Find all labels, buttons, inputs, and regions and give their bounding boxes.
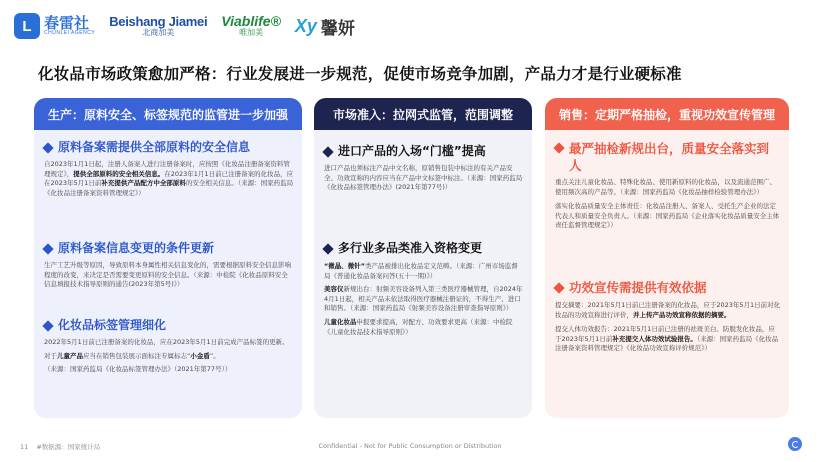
- text-run: 提交人体功效报告：2021年5月1日前已注册的祛斑美白、防脱发化妆品，应于2023年5月1日前: [555, 325, 775, 343]
- text-run: 在2023年1月1日前已注册备案的化妆品，应在2023年5月1日前: [44, 169, 294, 188]
- diamond-bullet-icon: [42, 243, 53, 254]
- bold-text-run: 补充提供产品配方中全部原料: [101, 179, 186, 188]
- section-sampling-rules: [555, 140, 781, 231]
- section-title: 原料备案需提供全部原料的安全信息: [44, 140, 294, 155]
- logo-beishang: [109, 15, 207, 37]
- chunlei-badge-icon: L: [14, 13, 40, 39]
- section-paragraph: [324, 164, 524, 193]
- diamond-bullet-icon: [553, 142, 564, 153]
- diamond-bullet-icon: [322, 243, 333, 254]
- bold-text-run: 提供全部原料的安全相关信息。: [73, 169, 165, 178]
- section-paragraph: [324, 262, 524, 281]
- beishang-en: Beishang Jiamei: [109, 13, 208, 29]
- section-paragraph: [44, 160, 294, 198]
- section-title: 进口产品的入场“门槛”提高: [324, 144, 524, 159]
- section-paragraph: [324, 318, 524, 337]
- bold-text-run: 儿童化妆品: [324, 317, 357, 326]
- text-run: 提交摘要：2021年5月1日前已注册备案的化妆品，应于2023年5月1日前对化妆品的功效宣称进行评价，: [555, 301, 781, 319]
- diamond-bullet-icon: [322, 146, 333, 157]
- section-access-change: [324, 241, 524, 337]
- viablife-cn: 唯加美: [239, 28, 264, 38]
- column-header: 生产：原料安全、标签规范的监管进一步加强: [34, 98, 302, 130]
- section-title: 最严抽检新规出台，质量安全落实到人: [555, 140, 781, 174]
- column-production: [34, 98, 302, 418]
- text-run: 申报要求提高，对配方、功效要求更高（来源：中检院《儿童化妆品技术指导原则》）: [324, 317, 513, 336]
- chunlei-name: 春雷社: [44, 13, 90, 32]
- section-paragraph: [555, 178, 781, 197]
- xinyan-cn: 馨妍: [320, 18, 355, 39]
- section-paragraph: [44, 365, 294, 375]
- confidential-notice: Confidential - Not for Public Consumption or Distribution: [318, 442, 502, 450]
- column-sales: [545, 98, 789, 418]
- text-run: 新规出台：射频美容设备列入第三类医疗器械管理，自2024年4月1日起，相关产品未依法取得医疗器械注册证的，不得生产、进口和销售。（来源：国家药监局《射频美容设备注册审查指导原则》）: [324, 285, 523, 313]
- bold-text-run: 儿童产品: [57, 351, 83, 360]
- text-run: 生产工艺升级等原因，导致原料本身属性相关信息变化的，需要根据原料安全信息影响程度的改变，来决定是否需要变更原料的安全信息。（来源：中检院《化妆品原料安全信息填报技术指导原则的通告(2023年第5号)》）: [44, 261, 291, 289]
- text-run: 自2023年1月1日起，注册人备案人进行注册备案时，应按照《化妆品注册备案资料管理规定》，: [44, 160, 290, 178]
- section-paragraph: [44, 338, 294, 348]
- text-run: ”。: [209, 351, 220, 360]
- bold-text-run: 小金盾: [190, 351, 210, 360]
- column-header: 销售：定期严格抽检，重视功效宣传管理: [545, 98, 789, 130]
- logo-xinyan: [295, 14, 355, 39]
- header-logos: [14, 8, 355, 44]
- diamond-bullet-icon: [553, 282, 564, 293]
- text-run: 应当在销售包装展示面标注专属标志“: [83, 351, 191, 360]
- diamond-bullet-icon: [42, 320, 53, 331]
- chunlei-sub: CHUNLEI AGENCY: [44, 29, 96, 36]
- section-title: 化妆品标签管理细化: [44, 318, 294, 333]
- diamond-bullet-icon: [42, 142, 53, 153]
- beishang-cn: 北商加美: [142, 27, 175, 37]
- text-run: （来源：国家药监局《化妆品注册备案资料管理规定》《化妆品功效宣称评价规范》）: [555, 334, 779, 353]
- text-run: 2022年5月1日前已注册备案的化妆品，应在2023年5月1日前完成产品标签的更新。: [44, 338, 289, 346]
- text-run: 类产品被排出化妆品定义范畴。（来源：广州市场监督局《普通化妆品备案问答(五十一期)》）: [324, 262, 518, 280]
- bold-text-run: 补充提交人体功效试验报告。: [612, 334, 697, 343]
- bold-text-run: “微晶、微针”: [324, 262, 366, 270]
- bold-text-run: 并上传产品功效宣称依据的摘要。: [633, 310, 731, 319]
- section-paragraph: [324, 285, 524, 314]
- section-title: 原料备案信息变更的条件更新: [44, 241, 294, 256]
- text-run: 的安全相关信息。（来源：国家药监局《化妆品注册备案资料管理规定》）: [44, 179, 294, 197]
- section-efficacy-claims: [555, 280, 781, 354]
- text-run: 落实化妆品质量安全主体责任：化妆品注册人、备案人、受托生产企业的法定代表人和质量安全负责人。（来源：国家药监局《企业落实化妆品质量安全主体责任监督管理规定》）: [555, 202, 780, 230]
- section-paragraph: [44, 261, 294, 290]
- data-source: #数据源：国家统计局: [36, 443, 101, 451]
- text-run: 进口产品也须标注产品中文名称，原销售包装中标注的有关产品安全、功效宣称的内容应当在产品中文标签中标注。（来源：国家药监局《化妆品标签管理办法》(2021年第77号)）: [324, 164, 523, 192]
- brand-circle-icon: [788, 437, 802, 451]
- page-number: 11: [20, 443, 29, 451]
- section-label-management: [44, 318, 294, 375]
- section-import-threshold: [324, 144, 524, 193]
- footer-left: [20, 442, 100, 451]
- section-paragraph: [44, 352, 294, 362]
- xinyan-mark-icon: Xy: [294, 15, 317, 36]
- section-title: 功效宣传需提供有效依据: [555, 280, 781, 295]
- logo-chunlei: [14, 13, 95, 39]
- bold-text-run: 美容仪: [324, 285, 344, 294]
- viablife-en: Viablife®: [221, 13, 281, 30]
- section-paragraph: [555, 325, 781, 354]
- column-header: 市场准入：拉网式监管，范围调整: [314, 98, 532, 130]
- page-title: 化妆品市场政策愈加严格：行业发展进一步规范，促使市场竞争加剧，产品力才是行业硬标准: [38, 65, 682, 83]
- section-paragraph: [555, 202, 781, 231]
- text-run: 重点关注儿童化妆品、特殊化妆品、使用新原料的化妆品，以及流通范围广、使用频次高的产品等。（来源：国家药监局《化妆品抽样检验管理办法》）: [555, 178, 776, 196]
- section-title: 多行业多品类准入资格变更: [324, 241, 524, 256]
- section-raw-material-change: [44, 241, 294, 290]
- section-paragraph: [555, 301, 781, 320]
- text-run: 对于: [44, 351, 57, 360]
- section-raw-material-safety: [44, 140, 294, 198]
- logo-viablife: [221, 14, 281, 37]
- column-market-access: [314, 98, 532, 418]
- text-run: （来源：国家药监局《化妆品标签管理办法》（2021年第77号））: [44, 365, 232, 374]
